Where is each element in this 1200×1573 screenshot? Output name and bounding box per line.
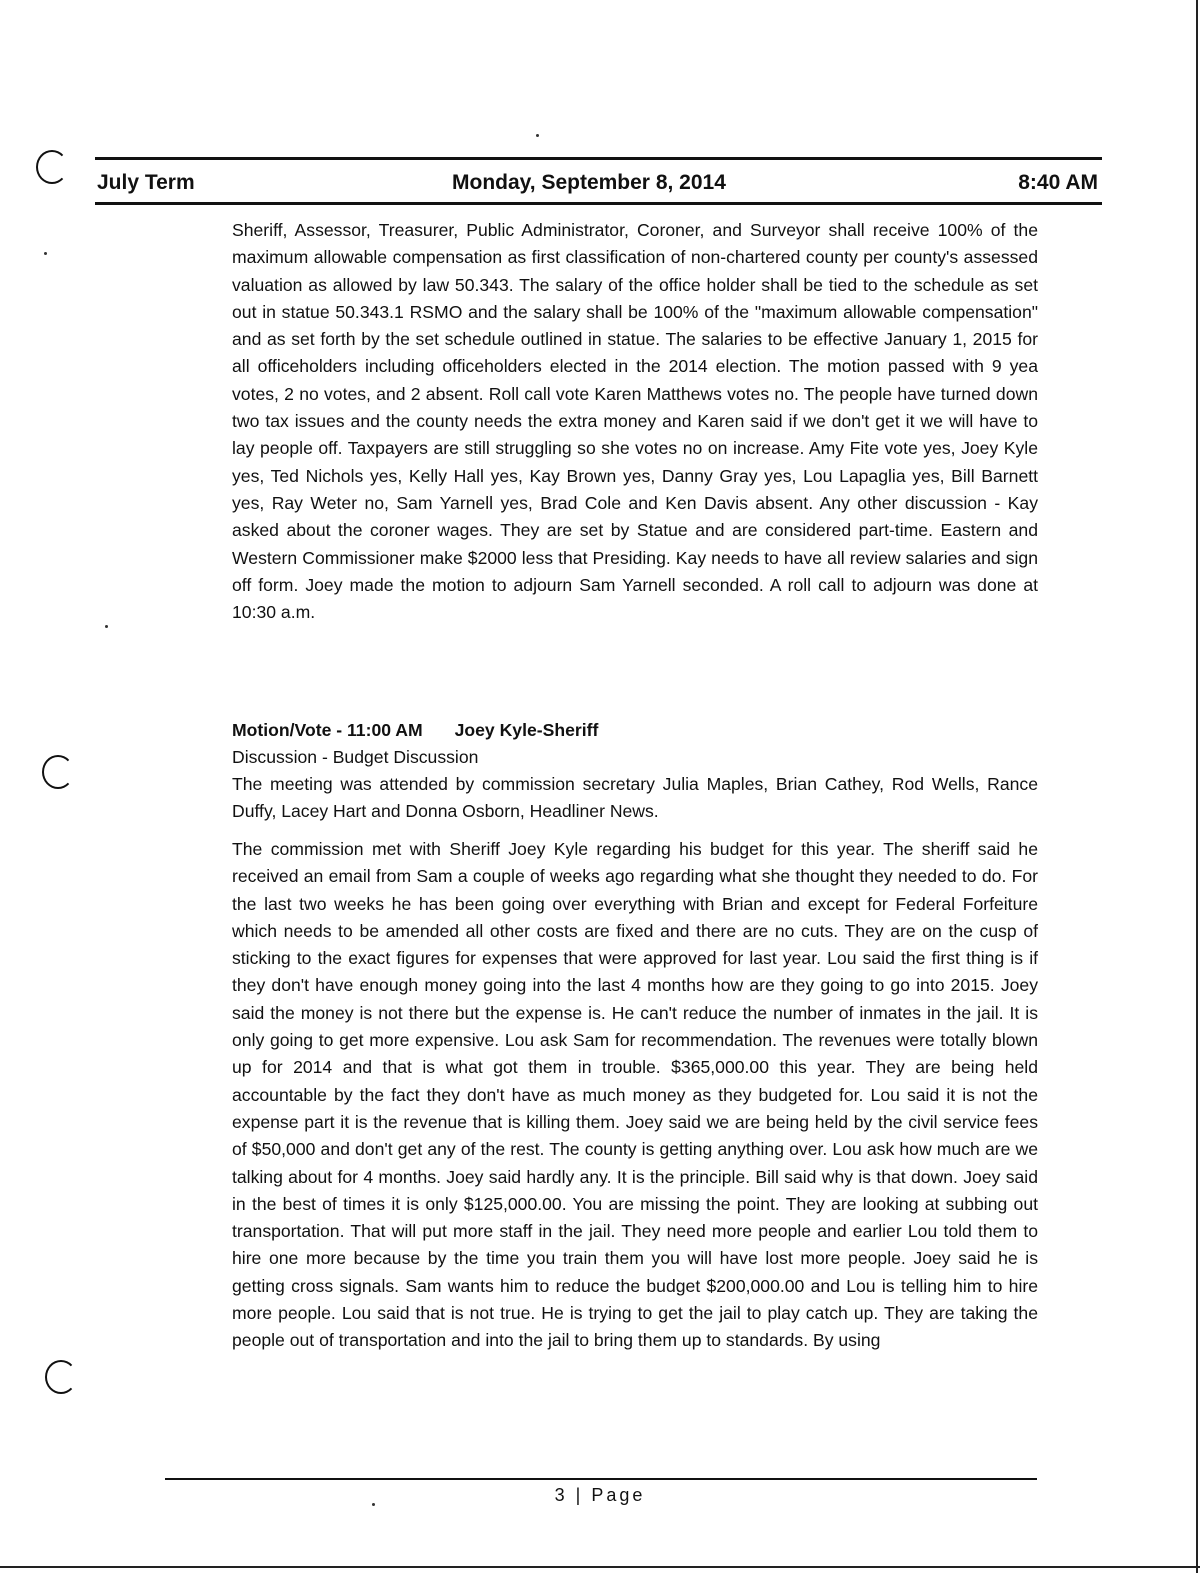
header-date: Monday, September 8, 2014: [452, 171, 726, 194]
paragraph-text: The commission met with Sheriff Joey Kyle regarding his budget for this year. The sheriff said he received an email from Sam a couple of weeks ago regarding what she thought they needed to do. For the last two weeks he has been going over everything with Brian and except for Federal Forfeiture which needs to be amended all other costs are fixed and there are no cuts. They are on the cusp of sticking to the exact figures for expenses that were approved for last year. Lou said the first thing is if they don't have enough money going into the last 4 months how are they going to go into 2015. Joey said the money is not there but the expense is. He can't reduce the number of inmates in the jail. It is only going to get more expensive. Lou ask Sam for recommendation. The revenues were totally blown up for 2014 and that is what got them in trouble. $365,000.00 this year. They are being held accountable by the fact they don't have as much money as they budgeted for. Lou said it is not the expense part it is the revenue that is killing them. Joey said we are being held by the civil service fees of $50,000 and don't get any of the rest. The county is getting anything over. Lou ask how much are we talking about for 4 months. Joey said hardly any. It is the principle. Bill said why is that down. Joey said in the best of times it is only $125,000.00. You are missing the point. They are looking at subbing out transportation. That will put more staff in the jail. They need more people and earlier Lou told them to hire one more because by the time you train them you will have lost more people. Joey said he is getting cross signals. Sam wants him to reduce the budget $200,000.00 and Lou is telling him to hire more people. Lou said that is not true. He is trying to get the jail to play catch up. They are taking the people out of transportation and into the jail to bring them up to standards. By using: [232, 839, 1038, 1351]
page-number: 3 | Page: [554, 1485, 646, 1505]
scan-speck: [536, 134, 539, 137]
punch-hole-top: [36, 150, 68, 184]
page-edge-bottom: [0, 1566, 1200, 1568]
header-time: 8:40 AM: [1018, 171, 1098, 194]
agenda-item: [232, 717, 1038, 825]
punch-hole-middle: [42, 755, 74, 789]
page-header: [97, 166, 1100, 200]
motion-subject: Joey Kyle-Sheriff: [454, 720, 599, 740]
header-top-rule: [95, 157, 1102, 160]
scan-speck: [105, 625, 108, 628]
scan-speck: [44, 252, 47, 255]
minutes-paragraph-2: [232, 836, 1038, 1355]
motion-label: Motion/Vote - 11:00 AM: [232, 720, 423, 740]
header-term: July Term: [97, 171, 195, 194]
footer-rule: [165, 1478, 1037, 1480]
header-bottom-rule: [95, 202, 1102, 205]
paragraph-text: Sheriff, Assessor, Treasurer, Public Administrator, Coroner, and Surveyor shall receive 100% of the maximum allowable compensation as first classification of non-chartered county per county's assessed valuation as allowed by law 50.343. The salary of the office holder shall be tied to the schedule as set out in statue 50.343.1 RSMO and the salary shall be 100% of the "maximum allowable compensation" and as set forth by the set schedule outlined in statue. The salaries to be effective January 1, 2015 for all officeholders including officeholders elected in the 2014 election. The motion passed with 9 yea votes, 2 no votes, and 2 absent. Roll call vote Karen Matthews votes no. The people have turned down two tax issues and the county needs the extra money and Karen said if we don't get it we will have to lay people off. Taxpayers are still struggling so she votes no on increase. Amy Fite vote yes, Joey Kyle yes, Ted Nichols yes, Kelly Hall yes, Kay Brown yes, Danny Gray yes, Lou Lapaglia yes, Bill Barnett yes, Ray Weter no, Sam Yarnell yes, Brad Cole and Ken Davis absent. Any other discussion - Kay asked about the coroner wages. They are set by Statue and are considered part-time. Eastern and Western Commissioner make $2000 less that Presiding. Kay needs to have all review salaries and sign off form. Joey made the motion to adjourn Sam Yarnell seconded. A roll call to adjourn was done at 10:30 a.m.: [232, 220, 1038, 623]
page-edge-right: [1196, 0, 1198, 1573]
discussion-heading: Discussion - Budget Discussion: [232, 747, 479, 767]
attendance-text: The meeting was attended by commission secretary Julia Maples, Brian Cathey, Rod Wells, Rance Duffy, Lacey Hart and Donna Osborn, Headliner News.: [232, 774, 1038, 821]
minutes-paragraph-1: [232, 217, 1038, 626]
punch-hole-bottom: [45, 1360, 77, 1394]
motion-heading: [232, 717, 1038, 744]
